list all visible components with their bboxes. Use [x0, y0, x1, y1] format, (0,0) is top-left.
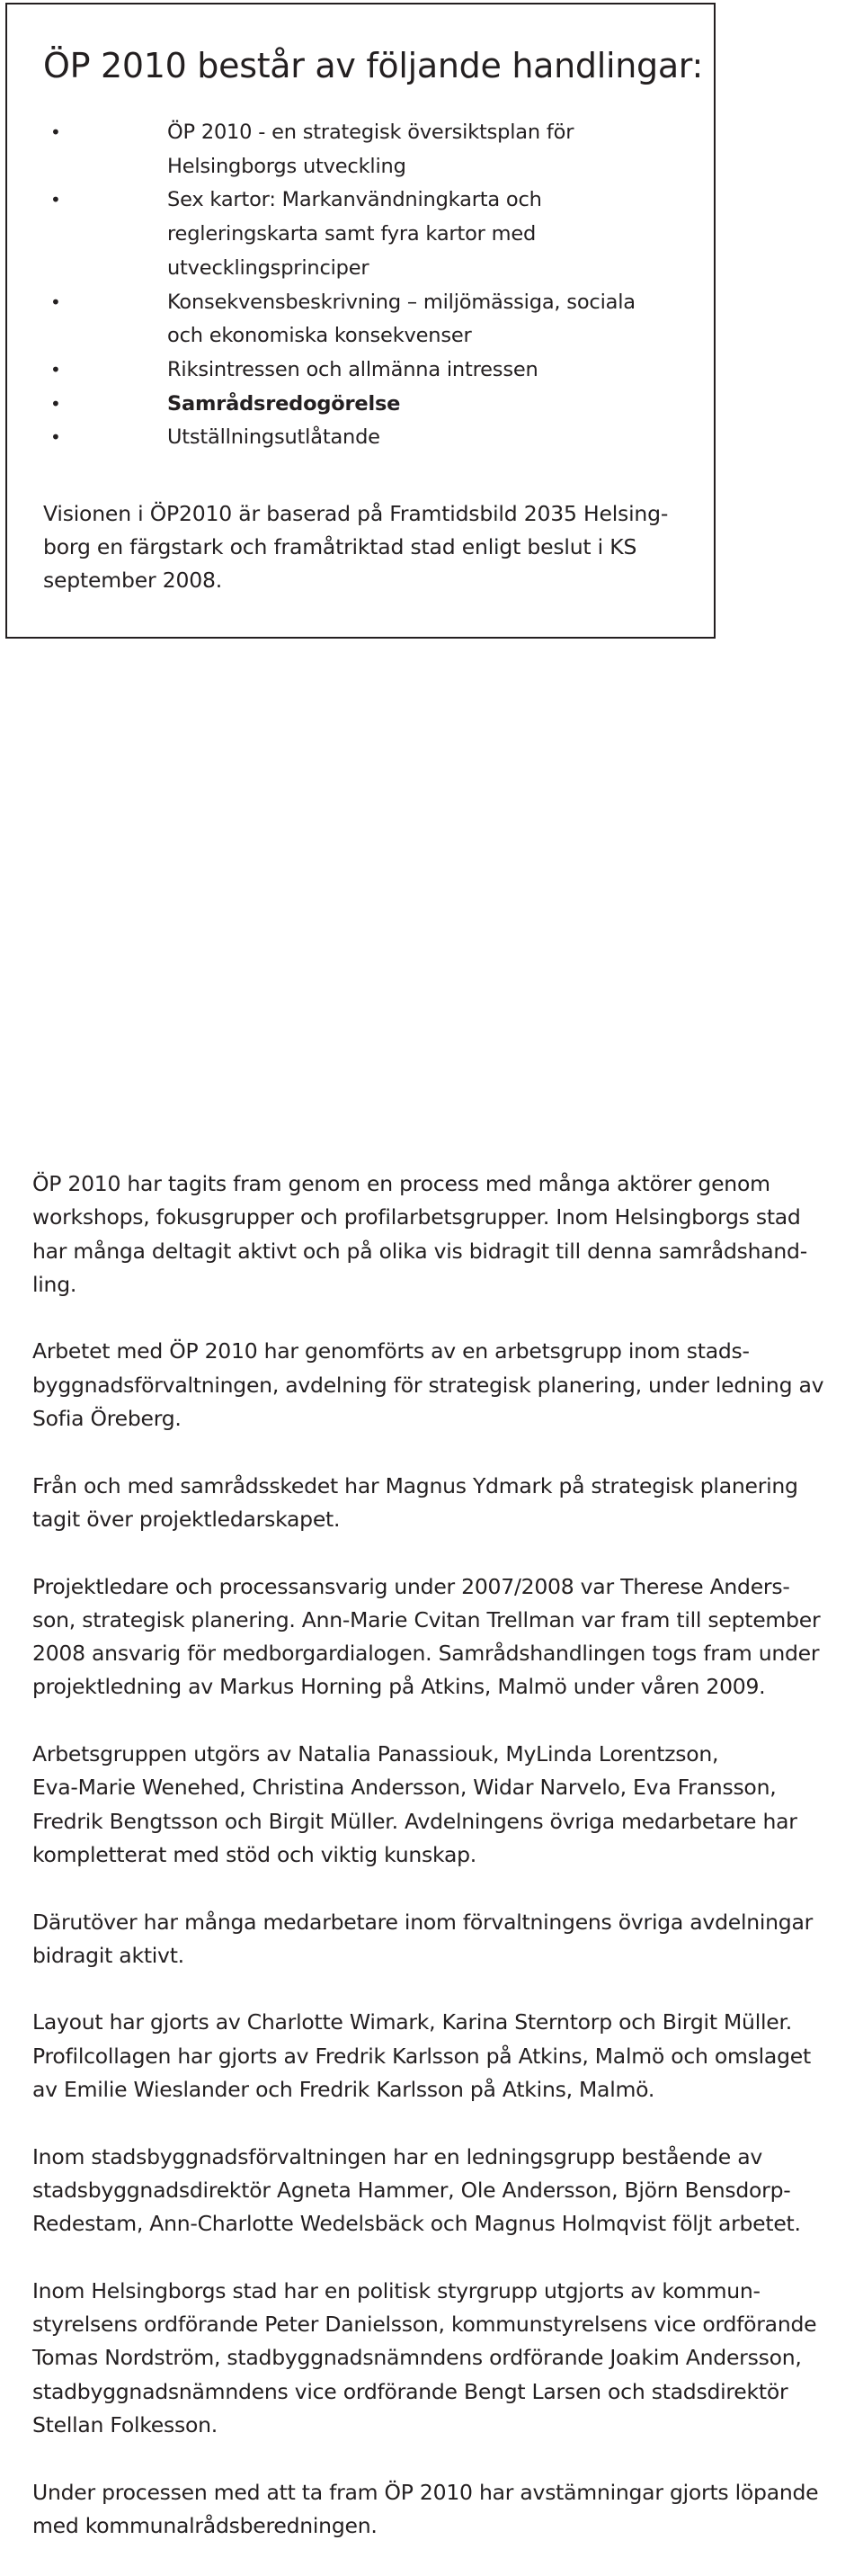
- paragraph-line: Arbetsgruppen utgörs av Natalia Panassiouk, MyLinda Lorentzson,: [32, 1741, 719, 1767]
- list-item-text: utvecklingsprinciper: [167, 255, 369, 280]
- bullet-0: •: [50, 121, 61, 143]
- body-paragraph: [32, 2476, 841, 2544]
- body-paragraph: [32, 1906, 841, 1973]
- paragraph-line: tagit över projektledarskapet.: [32, 1506, 341, 1532]
- vision-line: borg en färgstark och framåtriktad stad enligt beslut i KS: [43, 534, 637, 560]
- paragraph-line: Under processen med att ta fram ÖP 2010 har avstämningar gjorts löpande: [32, 2479, 819, 2505]
- list-item: [43, 421, 690, 455]
- list-item-text: regleringskarta samt fyra kartor med: [167, 222, 537, 246]
- paragraph-line: av Emilie Wieslander och Fredrik Karlsson på Atkins, Malmö.: [32, 2077, 655, 2103]
- paragraph-line: ling.: [32, 1271, 77, 1297]
- list-item-text: Helsingborgs utveckling: [167, 154, 406, 178]
- body-paragraph: [32, 2275, 841, 2442]
- paragraph-line: 2008 ansvarig för medborgardialogen. Samrådshandlingen togs fram under: [32, 1641, 820, 1667]
- paragraph-line: projektledning av Markus Horning på Atkins, Malmö under våren 2009.: [32, 1674, 766, 1700]
- bullet-2: •: [50, 189, 61, 211]
- body-paragraph: [32, 1167, 841, 1301]
- paragraph-line: Inom Helsingborgs stad har en politisk styrgrupp utgjorts av kommun-: [32, 2277, 761, 2303]
- list-item-text: Riksintressen och allmänna intressen: [167, 357, 538, 381]
- paragraph-line: byggnadsförvaltningen, avdelning för strategisk planering, under ledning av: [32, 1372, 824, 1398]
- paragraph-line: Layout har gjorts av Charlotte Wimark, Karina Sterntorp och Birgit Müller.: [32, 2009, 792, 2035]
- list-item: [43, 150, 690, 184]
- box-title: ÖP 2010 består av följande handlingar:: [43, 46, 703, 85]
- list-item: [43, 116, 690, 150]
- bullet-5: •: [50, 291, 61, 313]
- paragraph-line: son, strategisk planering. Ann-Marie Cvitan Trellman var fram till september: [32, 1606, 821, 1632]
- list-item: [43, 353, 690, 388]
- paragraph-line: Eva-Marie Wenehed, Christina Andersson, Widar Narvelo, Eva Fransson,: [32, 1775, 777, 1801]
- paragraph-line: stadsbyggnadsdirektör Agneta Hammer, Ole Andersson, Björn Bensdorp-: [32, 2177, 791, 2203]
- paragraph-line: ÖP 2010 har tagits fram genom en process med många aktörer genom: [32, 1171, 770, 1196]
- paragraph-line: kompletterat med stöd och viktig kunskap.: [32, 1841, 477, 1867]
- vision-paragraph: [43, 497, 712, 598]
- bullet-9: •: [50, 426, 61, 449]
- list-item-text: ÖP 2010 - en strategisk översiktsplan för: [167, 121, 574, 144]
- body-paragraph: [32, 1738, 841, 1872]
- body-paragraph: [32, 1470, 841, 1537]
- body-paragraph: [32, 1335, 841, 1436]
- list-item: [43, 252, 690, 286]
- paragraph-line: styrelsens ordförande Peter Danielsson, kommunstyrelsens vice ordförande: [32, 2312, 817, 2338]
- paragraph-line: har många deltagit aktivt och på olika vis bidragit till denna samrådshand-: [32, 1238, 807, 1264]
- paragraph-line: workshops, fokusgrupper och profilarbetsgrupper. Inom Helsingborgs stad: [32, 1204, 801, 1230]
- bullet-8: •: [50, 392, 61, 415]
- paragraph-line: Arbetet med ÖP 2010 har genomförts av en arbetsgrupp inom stads-: [32, 1338, 750, 1364]
- paragraph-line: Från och med samrådsskedet har Magnus Ydmark på strategisk planering: [32, 1472, 798, 1498]
- paragraph-line: Profilcollagen har gjorts av Fredrik Karlsson på Atkins, Malmö och omslaget: [32, 2043, 811, 2069]
- paragraph-line: Inom stadsbyggnadsförvaltningen har en ledningsgrupp bestående av: [32, 2143, 763, 2169]
- list-item-text: Konsekvensbeskrivning – miljömässiga, sociala: [167, 290, 636, 314]
- body-paragraph: [32, 2141, 841, 2241]
- vision-line: september 2008.: [43, 568, 222, 594]
- list-item-text: Utställningsutlåtande: [167, 425, 380, 450]
- paragraph-line: stadbyggnadsnämndens vice ordförande Bengt Larsen och stadsdirektör: [32, 2378, 788, 2404]
- body-text: [32, 1167, 841, 2576]
- body-paragraph: [32, 1570, 841, 1704]
- list-item-text: Samrådsredogörelse: [167, 391, 401, 416]
- paragraph-line: Tomas Nordström, stadbyggnadsnämndens ordförande Joakim Andersson,: [32, 2345, 802, 2371]
- paragraph-line: bidragit aktivt.: [32, 1942, 184, 1968]
- list-item-text: Sex kartor: Markanvändningkarta och: [167, 188, 542, 212]
- paragraph-line: med kommunalrådsberedningen.: [32, 2512, 378, 2538]
- body-paragraph: [32, 2006, 841, 2106]
- paragraph-line: Därutöver har många medarbetare inom förvaltningens övriga avdelningar: [32, 1909, 814, 1935]
- paragraph-line: Fredrik Bengtsson och Birgit Müller. Avdelningens övriga medarbetare har: [32, 1808, 797, 1834]
- list-item: [43, 183, 690, 218]
- list-item: [43, 286, 690, 320]
- document-list-box: [5, 3, 716, 639]
- vision-line: Visionen i ÖP2010 är baserad på Framtidsbild 2035 Helsing-: [43, 501, 669, 526]
- document-list: [43, 116, 690, 455]
- list-item: [43, 319, 690, 353]
- list-item-text: och ekonomiska konsekvenser: [167, 324, 472, 348]
- paragraph-line: Projektledare och processansvarig under 2007/2008 var Therese Anders-: [32, 1573, 790, 1599]
- paragraph-line: Redestam, Ann-Charlotte Wedelsbäck och Magnus Holmqvist följt arbetet.: [32, 2211, 801, 2237]
- list-item: [43, 388, 690, 422]
- bullet-7: •: [50, 358, 61, 380]
- list-item: [43, 218, 690, 252]
- paragraph-line: Stellan Folkesson.: [32, 2411, 218, 2437]
- paragraph-line: Sofia Öreberg.: [32, 1406, 182, 1432]
